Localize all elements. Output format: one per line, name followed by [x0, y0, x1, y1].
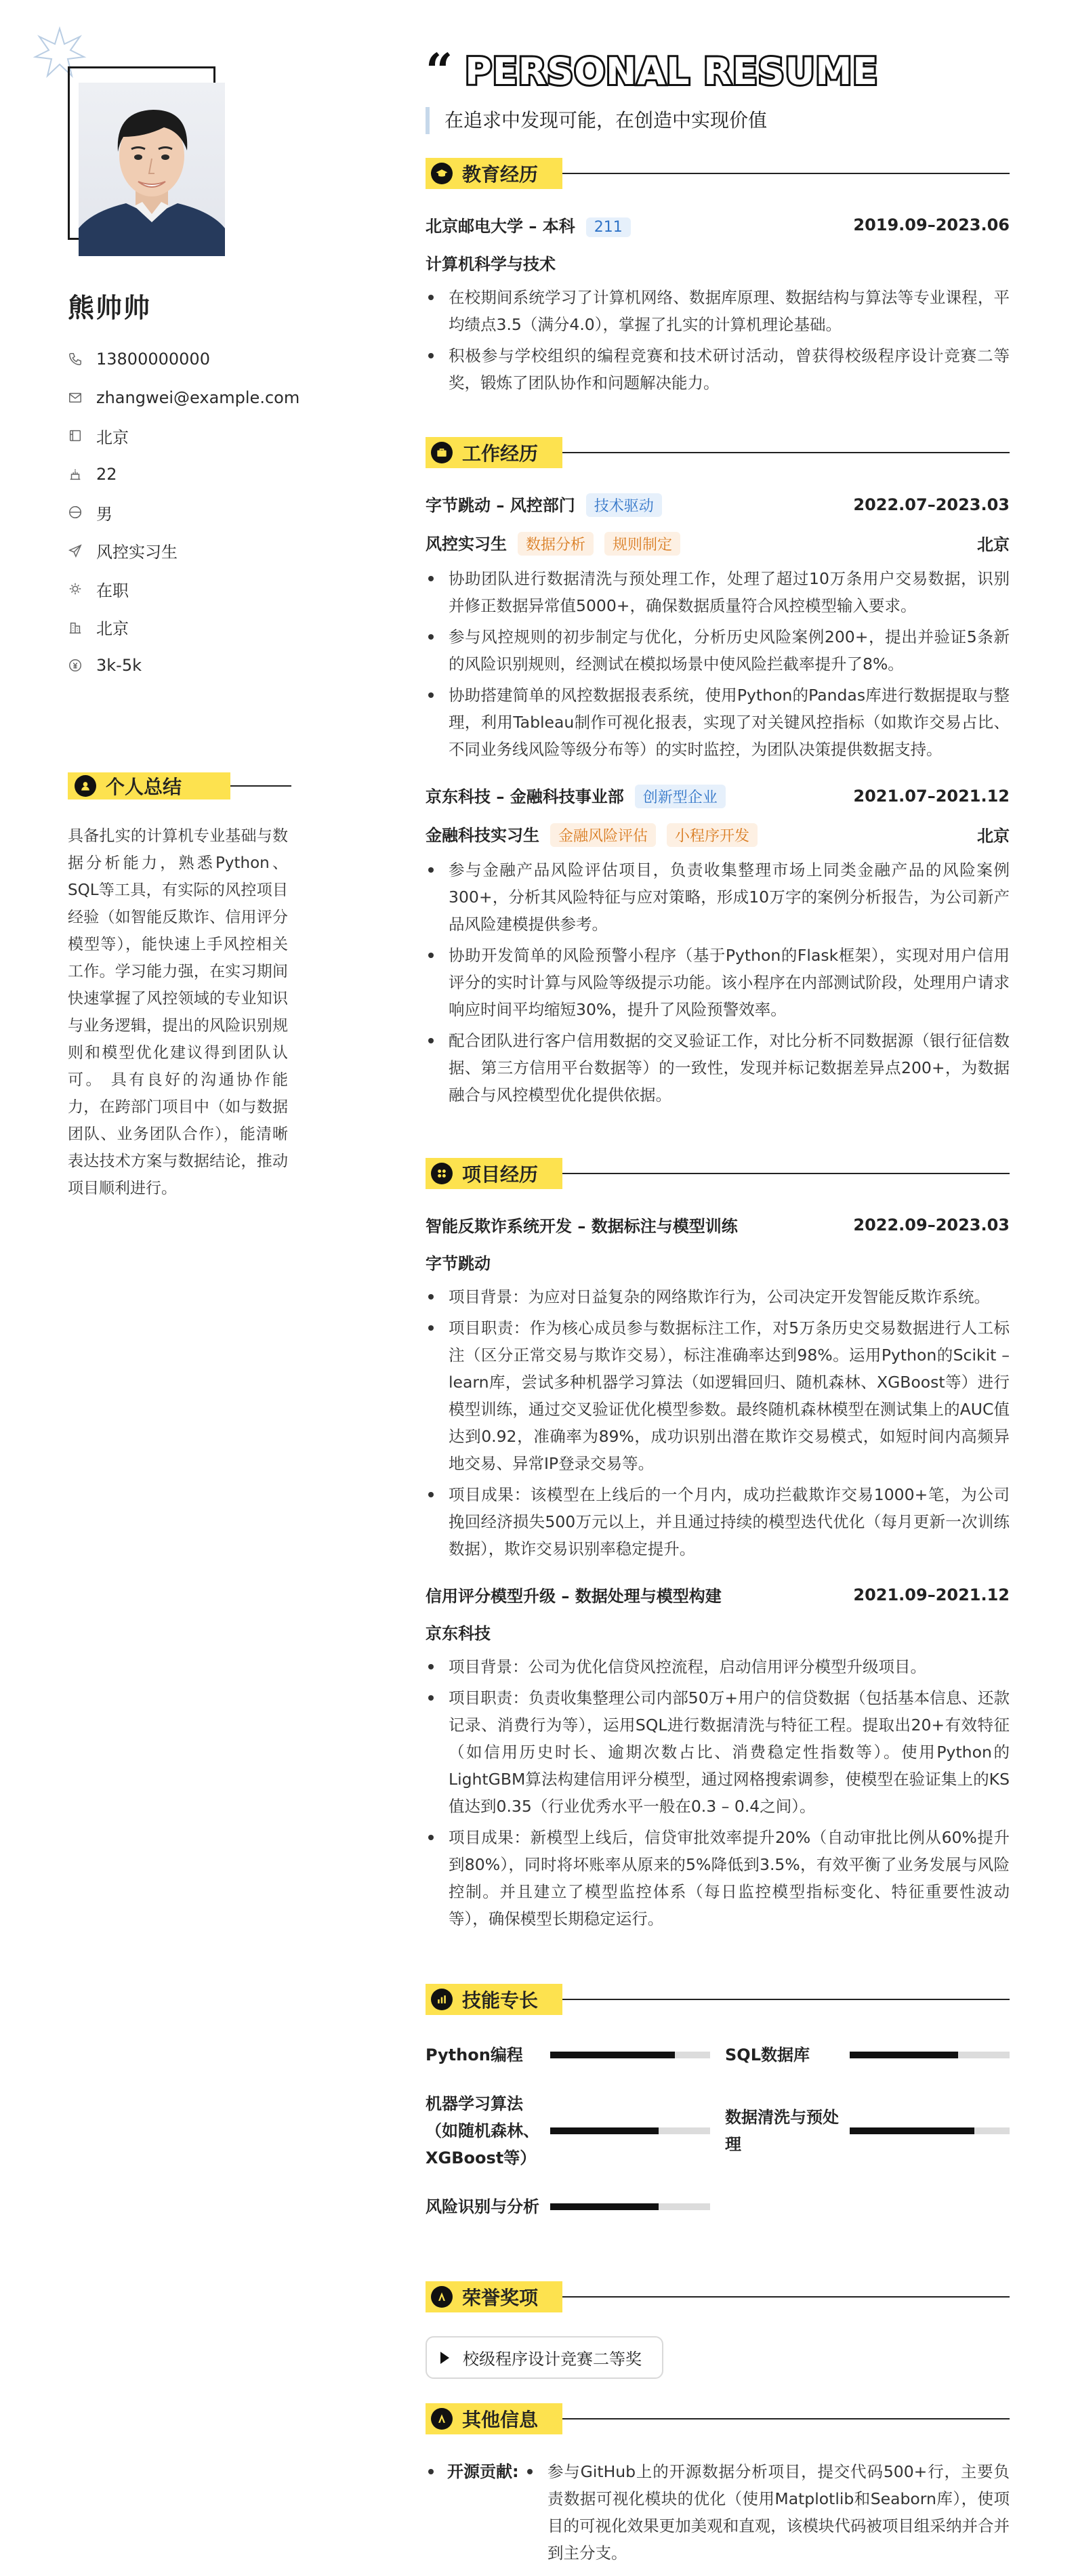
- resume-title: [426, 43, 879, 99]
- major: 计算机科学与技术: [426, 255, 556, 274]
- school-name: 北京邮电大学 – 本科: [426, 217, 575, 236]
- motto: 在追求中发现可能，在创造中实现价值: [426, 107, 767, 134]
- job-city: 北京: [977, 535, 1010, 554]
- city-icon: [68, 620, 83, 635]
- other-label: 开源贡献:: [426, 2458, 524, 2567]
- mail-icon: [68, 390, 83, 405]
- job-entry: [426, 783, 1010, 1108]
- summary-section: [68, 772, 291, 1202]
- list-item: 积极参与学校组织的编程竞赛和技术研讨活动，曾获得校级程序设计竞赛二等奖，锻炼了团队协作和问题解决能力。: [426, 342, 1010, 396]
- list-item: 项目职责：负责收集整理公司内部50万+用户的信贷数据（包括基本信息、还款记录、消费行为等），运用SQL进行数据清洗与特征工程。提取出20+有效特征（如信用历史时长、逾期次数占比、消费稳定性指数等）。使用Python的LightGBM算法构建信用评分模型，通过网格搜索调参，使模型在验证集上的KS值达到0.35（行业优秀水平一般在0.3 – 0.4之间）。: [426, 1684, 1010, 1820]
- skills-title: 技能专长: [462, 1989, 539, 2012]
- candidate-name: 熊帅帅: [68, 293, 152, 324]
- job-period: 2022.07–2023.03: [853, 495, 1010, 514]
- award-icon: [431, 2286, 453, 2308]
- divider: [230, 785, 291, 787]
- job-bullets: [426, 856, 1010, 1108]
- role-tag: 金融风险评估: [550, 823, 656, 847]
- other-bullets: [524, 2458, 1010, 2567]
- projects-title: 项目经历: [462, 1163, 539, 1186]
- info-age: 22: [68, 455, 299, 494]
- skills-section: [426, 1983, 1010, 2220]
- job-bullets: [426, 565, 1010, 763]
- other-section: [426, 2403, 1010, 2567]
- skill-name: 数据清洗与预处理: [725, 2108, 839, 2154]
- skill-bar-fill: [550, 2127, 659, 2134]
- project-org: 京东科技: [426, 1624, 491, 1643]
- other-title: 其他信息: [462, 2409, 539, 2431]
- work-title: 工作经历: [462, 442, 539, 465]
- skill-bar: [550, 2127, 710, 2134]
- info-phone: 13800000000: [68, 340, 299, 379]
- list-item: 协助搭建简单的风控数据报表系统，使用Python的Pandas库进行数据提取与整理，利用Tableau制作可视化报表，实现了对关键风控指标（如欺诈交易占比、不同业务线风险等级分布等）的实时监控，为团队决策提供数据支持。: [426, 682, 1010, 763]
- skills-grid: [426, 2041, 1010, 2220]
- graduation-cap-icon: [431, 163, 453, 184]
- projects-section: [426, 1157, 1010, 1932]
- project-period: 2022.09–2023.03: [853, 1215, 1010, 1234]
- list-item: 项目成果：新模型上线后，信贷审批效率提升20%（自动审批比例从60%提升到80%），同时将坏账率从原来的5%降低到3.5%，有效平衡了业务发展与风险控制。并且建立了模型监控体系（每日监控模型指标变化、特征重要性波动等），确保模型长期稳定运行。: [426, 1824, 1010, 1932]
- skill-name: SQL数据库: [725, 2045, 810, 2064]
- skill-bar-fill: [850, 2127, 974, 2134]
- info-icon: [431, 2408, 453, 2430]
- info-location: 北京: [68, 417, 299, 455]
- age-icon: [68, 467, 83, 482]
- list-item: 项目职责：作为核心成员参与数据标注工作，对5万条历史交易数据进行人工标注（区分正常交易与欺诈交易），标注准确率达到98%。运用Python的Scikit – learn库，尝试多种机器学习算法（如逻辑回归、随机森林、XGBoost等）进行模型训练，通过交叉验证优化模型参数。最终随机森林模型在测试集上的AUC值达到0.92，准确率为89%，成功识别出潜在欺诈交易模式，如短时间内高频异地交易、异常IP登录交易等。: [426, 1314, 1010, 1477]
- divider: [562, 1173, 1010, 1174]
- quote-icon: “: [426, 43, 453, 99]
- user-icon: [75, 775, 96, 797]
- job-role: 风控实习生: [426, 535, 507, 554]
- grid-icon: [431, 1163, 453, 1184]
- info-gender: 男: [68, 493, 299, 532]
- project-bullets: [426, 1283, 1010, 1562]
- list-item: 项目背景：公司为优化信贷风控流程，启动信用评分模型升级项目。: [426, 1653, 1010, 1680]
- education-section: [426, 157, 1010, 396]
- skill-name: 机器学习算法（如随机森林、XGBoost等）: [426, 2094, 539, 2167]
- project-org: 字节跳动: [426, 1254, 491, 1273]
- company-name: 京东科技 – 金融科技事业部: [426, 787, 624, 806]
- skill-name: Python编程: [426, 2045, 523, 2064]
- skill-bar: [850, 2052, 1010, 2058]
- skill-bar-fill: [550, 2203, 659, 2210]
- skill-item: [426, 2041, 710, 2069]
- contact-info-list: [68, 340, 299, 685]
- list-item: 项目成果：该模型在上线后的一个月内，成功拦截欺诈交易1000+笔，为公司挽回经济损失500万元以上，并且通过持续的模型迭代优化（每月更新一次训练数据），欺诈交易识别率稳定提升。: [426, 1481, 1010, 1562]
- info-target-position: 风控实习生: [68, 532, 299, 570]
- summary-header: [68, 772, 291, 799]
- list-item: 在校期间系统学习了计算机网络、数据库原理、数据结构与算法等专业课程，平均绩点3.5（满分4.0），掌握了扎实的计算机理论基础。: [426, 284, 1010, 338]
- education-bullets: [426, 284, 1010, 396]
- job-role: 金融科技实习生: [426, 826, 539, 845]
- info-city: 北京: [68, 608, 299, 647]
- job-city: 北京: [977, 827, 1010, 846]
- skill-name: 风险识别与分析: [426, 2197, 539, 2216]
- avatar: [79, 83, 225, 256]
- divider: [562, 173, 1010, 174]
- divider: [562, 1999, 1010, 2000]
- gender-icon: [68, 505, 83, 520]
- company-badge: 技术驱动: [586, 493, 662, 517]
- info-salary: 3k-5k: [68, 646, 299, 685]
- company-badge: 创新型企业: [635, 785, 726, 808]
- divider: [562, 452, 1010, 453]
- play-icon: [440, 2352, 449, 2364]
- phone-icon: [68, 352, 83, 367]
- location-icon: [68, 428, 83, 443]
- skill-item: [725, 2041, 1010, 2069]
- awards-section: [426, 2281, 1010, 2379]
- award-label: 校级程序设计竞赛二等奖: [463, 2350, 642, 2369]
- project-name: 智能反欺诈系统开发 – 数据标注与模型训练: [426, 1217, 738, 1236]
- project-period: 2021.09–2021.12: [853, 1585, 1010, 1604]
- other-item: [426, 2458, 1010, 2567]
- list-item: 参与GitHub上的开源数据分析项目，提交代码500+行，主要负责数据可视化模块的优化（使用Matplotlib和Seaborn库），使项目的可视化效果更加美观和直观，该模块代码被项目组采纳并合并到主分支。: [524, 2458, 1010, 2567]
- list-item: 参与金融产品风险评估项目，负责收集整理市场上同类金融产品的风险案例300+，分析其风险特征与应对策略，形成10万字的案例分析报告，为公司新产品风险建模提供参考。: [426, 856, 1010, 938]
- skill-bar: [550, 2203, 710, 2210]
- job-period: 2021.07–2021.12: [853, 786, 1010, 806]
- skill-bar: [550, 2052, 710, 2058]
- job-entry: [426, 492, 1010, 763]
- company-name: 字节跳动 – 风控部门: [426, 496, 575, 515]
- project-bullets: [426, 1653, 1010, 1932]
- education-period: 2019.09–2023.06: [853, 215, 1010, 234]
- divider: [562, 2418, 1010, 2419]
- project-name: 信用评分模型升级 – 数据处理与模型构建: [426, 1587, 722, 1606]
- list-item: 协助团队进行数据清洗与预处理工作，处理了超过10万条用户交易数据，识别并修正数据异常值5000+，确保数据质量符合风控模型输入要求。: [426, 565, 1010, 619]
- school-badge: 211: [586, 217, 631, 237]
- page-title: PERSONAL RESUME: [465, 49, 879, 93]
- skill-item: [426, 2193, 710, 2220]
- skill-bar-fill: [550, 2052, 675, 2058]
- project-entry: [426, 1213, 1010, 1562]
- role-tag: 小程序开发: [667, 823, 758, 847]
- skill-item: [426, 2090, 710, 2172]
- skill-bar: [850, 2127, 1010, 2134]
- target-icon: [68, 543, 83, 558]
- role-tag: 数据分析: [518, 532, 594, 556]
- chart-icon: [431, 1989, 453, 2010]
- skill-bar-fill: [850, 2052, 958, 2058]
- education-row: [426, 213, 1010, 237]
- awards-title: 荣誉奖项: [462, 2287, 539, 2309]
- list-item: 协助开发简单的风险预警小程序（基于Python的Flask框架），实现对用户信用评分的实时计算与风险等级提示功能。该小程序在内部测试阶段，处理用户请求响应时间平均缩短30%，提升了风险预警效率。: [426, 942, 1010, 1023]
- briefcase-icon: [431, 442, 453, 463]
- role-tag: 规则制定: [604, 532, 680, 556]
- list-item: 项目背景：为应对日益复杂的网络欺诈行为，公司决定开发智能反欺诈系统。: [426, 1283, 1010, 1310]
- project-entry: [426, 1583, 1010, 1932]
- info-status: 在职: [68, 570, 299, 608]
- summary-title: 个人总结: [106, 776, 182, 798]
- divider: [562, 2296, 1010, 2298]
- education-title: 教育经历: [462, 163, 539, 186]
- work-section: [426, 436, 1010, 1108]
- status-icon: [68, 581, 83, 596]
- skill-item: [725, 2090, 1010, 2172]
- list-item: 配合团队进行客户信用数据的交叉验证工作，对比分析不同数据源（银行征信数据、第三方信用平台数据等）的一致性，发现并标记数据差异点200+，为数据融合与风控模型优化提供依据。: [426, 1027, 1010, 1108]
- list-item: 参与风控规则的初步制定与优化，分析历史风险案例200+，提出并验证5条新的风险识别规则，经测试在模拟场景中使风险拦截率提升了8%。: [426, 623, 1010, 678]
- summary-text: 具备扎实的计算机专业基础与数据分析能力，熟悉Python、SQL等工具，有实际的风控项目经验（如智能反欺诈、信用评分模型等），能快速上手风控相关工作。学习能力强，在实习期间快速掌握了风控领域的专业知识与业务逻辑，提出的风险识别规则和模型优化建议得到团队认可。 具有良好的沟通协作能力，在跨部门项目中（如与数据团队、业务团队合作），能清晰表达技术方案与数据结论，推动项目顺利进行。: [68, 827, 288, 1197]
- award-item: [426, 2336, 663, 2379]
- info-email: zhangwei@example.com: [68, 379, 299, 417]
- salary-icon: [68, 658, 83, 673]
